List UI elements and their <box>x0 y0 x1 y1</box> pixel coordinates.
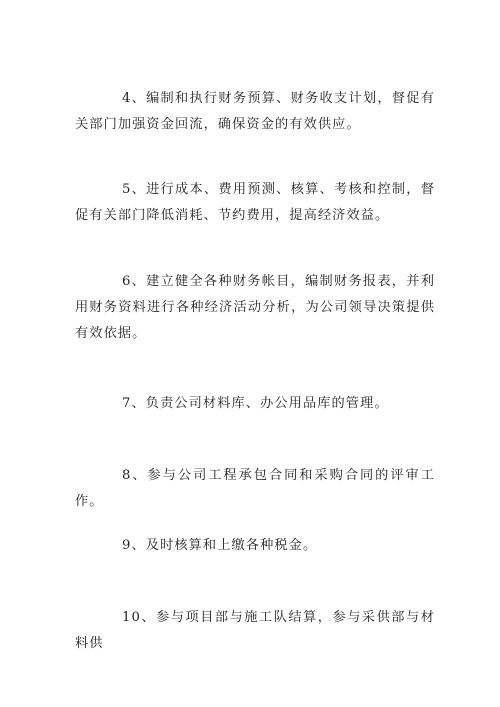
paragraph-item-9: 9、及时核算和上缴各种税金。 <box>122 538 318 553</box>
paragraph-item-8: 8、参与公司工程承包合同和采购合同的评审工作。 <box>75 468 435 509</box>
paragraph-item-4: 4、编制和执行财务预算、财务收支计划，督促有关部门加强资金回流，确保资金的有效供应。 <box>75 91 435 132</box>
paragraph-item-10: 10、参与项目部与施工队结算，参与采供部与材料供 <box>75 610 435 651</box>
paragraph-item-7: 7、负责公司材料库、办公用品库的管理。 <box>122 396 389 411</box>
paragraph-item-5: 5、进行成本、费用预测、核算、考核和控制，督促有关部门降低消耗、节约费用，提高经济效益。 <box>75 182 435 223</box>
paragraph-item-6: 6、建立健全各种财务帐目，编制财务报表，并利用财务资料进行各种经济活动分析，为公司领导决策提供有效依据。 <box>75 274 435 341</box>
